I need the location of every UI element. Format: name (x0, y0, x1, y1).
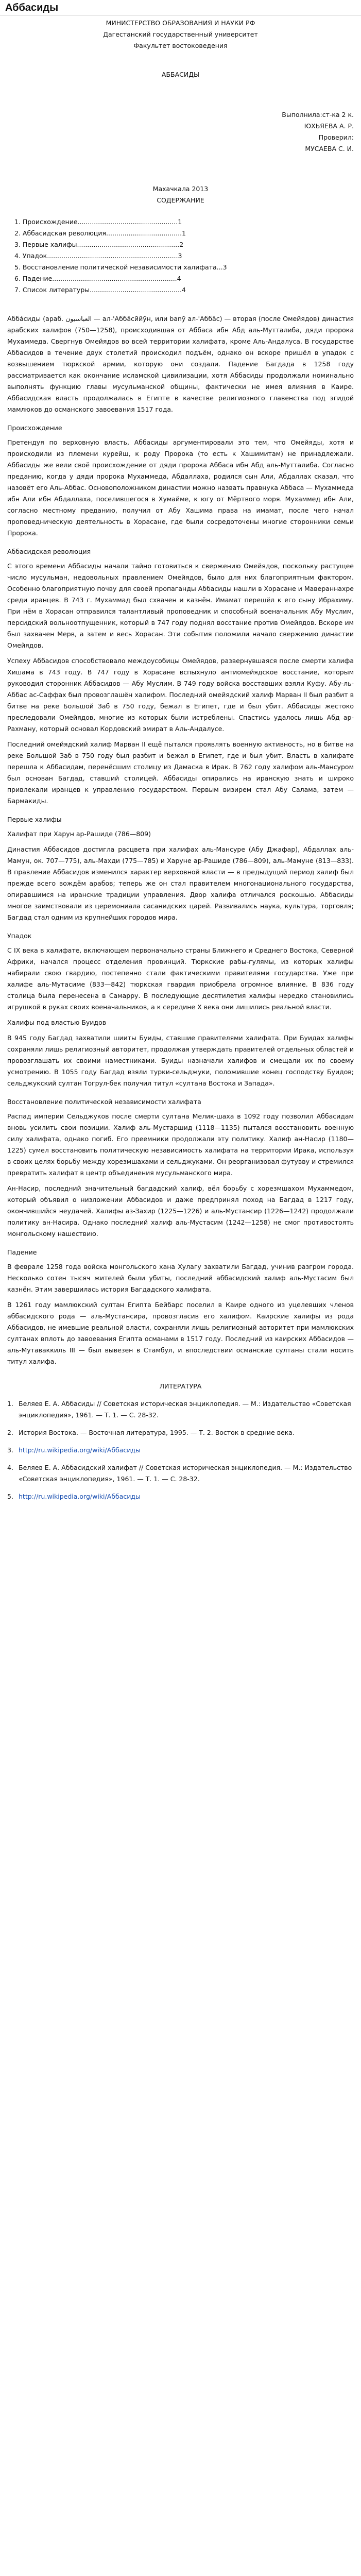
section-heading: Аббасидская революция (7, 548, 91, 555)
toc-item: 2. Аббасидская революция.....................................1 (14, 229, 186, 237)
paragraph: В 945 году Багдад захватили шииты Буиды, ставшие правителями халифата. При Буидах халифы сохраняли лишь религиозный авторитет, продолжая утверждать правителей отдельных областей и провозглашать их своими наместниками. Буиды назначали халифов и смещали их по своему усмотрению. В 1055 году Багдад взяли турки-сельджуки, положившие конец господству Буидов; сельджукский султан Тогрул-бек получил титул «султана Востока и Запада». (7, 1034, 354, 1087)
literature-title: ЛИТЕРАТУРА (159, 1382, 202, 1390)
paragraph: С IX века в халифате, включающем первоначально страны Ближнего и Среднего Востока, Северной Африки, начался процесс отделения провинций. Тюркские рабы-гулямы, из которых халифы набирали свою гвардию, постепенно стали фактическими правителями государства. Уже при халифе аль-Мутасиме (833—842) тюркская гвардия приобрела огромное влияние. В 836 году столица была перенесена в Самарру. В последующие десятилетия халифы нередко становились игрушкой в руках своих военачальников, а к середине X века они лишились реальной власти. (7, 946, 354, 1011)
literature-item (7, 1398, 354, 1421)
section-heading: Восстановление политической независимости халифата (7, 1098, 201, 1106)
section-heading: Происхождение (7, 424, 62, 432)
teacher-name: МУСАЕВА С. И. (305, 145, 354, 152)
section-heading: Первые халифы (7, 816, 62, 823)
literature-number: 2. (7, 1429, 13, 1436)
literature-section (7, 1381, 354, 1502)
paragraph: Халифат при Харун ар-Рашиде (786—809) (7, 830, 151, 838)
document-body (0, 15, 361, 1502)
done-by-label: Выполнила:ст-ка 2 к. (282, 111, 354, 118)
section (7, 1096, 354, 1240)
toc-item: 6. Падение.............................................................4 (14, 275, 181, 282)
toc-item: 5. Восстановление политической независимости халифата...3 (14, 263, 227, 271)
paragraph: Абба́сиды (араб. العباسيون‎ — ал-'Аббāсӣйӯн, или banӯ ал-'Аббāс) — вторая (после Омейядов) династия арабских халифов (750—1258), происходившая от Аббаса ибн Абд аль-Мутталиба, дяди пророка Мухаммеда. Свергнув Омейядов во всей территории халифата, кроме Аль-Андалуса. В государстве Аббасидов в течение двух столетий происходил подъём, однако он вскоре пришёл в упадок с возвышением тюркской армии, которую они создали. Падение Багдада в 1258 году рассматривается как окончание исламской цивилизации, хотя Аббасиды продолжали номинально выполнять функцию главы мусульманской общины, фактически не имея влияния в Каире. Аббасидская власть продолжалась в Египте в качестве религиозного главенства под эгидой мамлюков до османского завоевания 1517 года. (7, 315, 354, 413)
document-sections (7, 313, 354, 1367)
literature-number: 4. (7, 1464, 13, 1471)
literature-link[interactable]: http://ru.wikipedia.org/wiki/Аббасиды (19, 1493, 141, 1500)
section (7, 313, 354, 415)
university-header: Дагестанский государственный университет (103, 30, 258, 38)
literature-link[interactable]: http://ru.wikipedia.org/wiki/Аббасиды (19, 1446, 141, 1454)
topic-title: АББАСИДЫ (161, 71, 200, 78)
checked-label: Проверил: (318, 133, 354, 141)
contents-title: СОДЕРЖАНИЕ (157, 196, 204, 204)
literature-text: История Востока. — Восточная литература, 1995. — Т. 2. Восток в средние века. (19, 1429, 295, 1436)
city-year: Махачкала 2013 (152, 185, 209, 193)
section (7, 814, 354, 923)
paragraph: В 1261 году мамлюкский султан Египта Бейбарс поселил в Каире одного из уцелевших членов аббасидского рода — аль-Мустансира, провозгласив его халифом. Каирские халифы из рода Аббасидов, не имевшие реальной власти, сохраняли лишь религиозный авторитет при мамлюкских султанах вплоть до завоевания Египта османами в 1517 году. Последний из каирских Аббасидов — аль-Мутаваккиль III — был вывезен в Стамбул, и впоследствии османские султаны стали носить титул халифа. (7, 1301, 354, 1365)
table-of-contents (14, 216, 354, 296)
paragraph: Ан-Насир, последний значительный багдадский халиф, вёл борьбу с хорезмшахом Мухаммедом, который объявил о низложении Аббасидов и даже предпринял поход на Багдад в 1217 году, окончившийся неудачей. Халифы аз-Захир (1225—1226) и аль-Мустансир (1226—1242) продолжали политику ан-Насира. Однако последний халиф аль-Мустасим (1242—1258) не смог противостоять монгольскому нашествию. (7, 1184, 354, 1238)
window-title: Аббасиды (0, 0, 361, 15)
literature-item (7, 1491, 354, 1502)
paragraph: Распад империи Сельджуков после смерти султана Мелик-шаха в 1092 году позволил Аббасидам вновь усилить свои позиции. Халиф аль-Мустаршид (1118—1135) пытался восстановить военную силу халифата, однако погиб. Его преемники продолжали эту политику. Халиф ан-Насир (1180—1225) сумел восстановить политическую независимость халифата на территории Ирака, используя в своих целях борьбу между хорезмшахами и сельджуками. Он реорганизовал футувву и стремился превратить халифат в центр объединения мусульманского мира. (7, 1112, 354, 1177)
literature-list (7, 1398, 354, 1502)
literature-number: 3. (7, 1446, 13, 1454)
literature-number: 5. (7, 1493, 13, 1500)
student-name: ЮХЬЯЕВА А. Р. (304, 122, 354, 130)
faculty-header: Факультет востоковедения (133, 42, 228, 49)
paragraph: Династия Аббасидов достигла расцвета при халифах аль-Мансуре (Абу Джафар), Абдаллах аль-Мамун, ок. 707—775), аль-Махди (775—785) и Харуне ар-Рашиде (786—809), аль-Мамуне (813—833). В правление Аббасидов изменился характер верховной власти — в предыдущий период халиф был прежде всего вождём арабов; теперь же он стал правителем многонационального государства, опиравшимся на иранские традиции управления. Двор халифа отличался роскошью. Аббасиды многое заимствовали из церемониала сасанидских царей. Развивались наука, культура, торговля; Багдад стал одним из крупнейших городов мира. (7, 845, 354, 921)
ministry-header: МИНИСТЕРСТВО ОБРАЗОВАНИЯ И НАУКИ РФ (106, 19, 255, 27)
section (7, 546, 354, 807)
paragraph: Претендуя по верховную власть, Аббасиды аргументировали это тем, что Омейяды, хотя и происходили из племени курейш, к роду Пророка (то есть к Хашимитам) не принадлежали. Аббасиды же вели своё происхождение от дяди пророка Аббаса ибн Абд аль-Мутталиба. Согласно преданию, когда у дяди пророка Мухаммеда, Абдаллаха, родился сын Али, Абдаллах сказал, что назовёт его Аль-Аббас. Основоположником династии можно назвать правнука Аббаса — Мухаммеда ибн Али ибн Абдаллаха, поселившегося в Хумайме, к югу от Мёртвого моря. Мухаммед ибн Али, согласно местному преданию, получил от Абу Хашима права на имамат, после чего начал проповедническую деятельность в Хорасане, где были сосредоточены многие сторонники семьи Пророка. (7, 438, 354, 537)
paragraph: С этого времени Аббасиды начали тайно готовиться к свержению Омейядов, поскольку растущее число мусульман, недовольных правлением Омейядов, было для них благоприятным фактором. Особенно благоприятную почву для своей пропаганды Аббасиды нашли в Хорасане и Мавераннахре среди иранцев. В 743 г. Мухаммад был схвачен и казнён. Имамат перешёл к его сыну Ибрахиму. При нём в Хорасан отправился талантливый проповедник и способный военачальник Абу Муслим, персидский вольноотпущенник, который в 747 году поднял восстание против Омейядов. Вскоре им был захвачен Мерв, а затем и весь Хорасан. Эти события положили начало свержению династии Омейядов. (7, 562, 354, 649)
literature-number: 1. (7, 1400, 13, 1408)
literature-text: Беляев Е. А. Аббасидский халифат // Советская историческая энциклопедия. — М.: Издательство «Советская энциклопедия», 1961. — Т. 1. — С. 28-32. (19, 1464, 352, 1483)
toc-item: 1. Происхождение.................................................1 (14, 218, 182, 226)
paragraph: Последний омейядский халиф Марван II ещё пытался проявлять военную активность, но в битве на реке Большой Заб в 750 году был разбит и бежал в Египет, где и был убит. Власть в халифате перешла к Аббасидам, перенёсшим столицу из Дамаска в Ирак. В 762 году халифом аль-Мансуром был основан Багдад, ставший столицей. Аббасиды опирались на иранскую знать и широко привлекали иранцев к управлению государством. Первым визирем стал Абу Салама, затем — Бармакиды. (7, 740, 354, 805)
paragraph: Халифы под властью Буидов (7, 1019, 107, 1026)
section (7, 422, 354, 539)
paragraph: Успеху Аббасидов способствовало междоусобицы Омейядов, развернувшаяся после смерти халифа Хишама в 743 году. В 747 году в Хорасане вспыхнуло антиомейядское восстание, которым руководил сторонник Аббасидов — Абу Муслим. В 749 году войска восставших взяли Куфу. Абу-ль-Аббас ас-Саффах был провозглашён халифом. Последний омейядский халиф Марван II был разбит в битве на реке Большой Заб в 750 году, бежал в Египет, где и был убит. Аббасиды жестоко преследовали Омейядов, многие из которых были истреблены. Спастись удалось лишь Абд ар-Рахману, который основал Кордовский эмират в Аль-Андалусе. (7, 657, 354, 733)
paragraph: В феврале 1258 года войска монгольского хана Хулагу захватили Багдад, учинив разгром города. Несколько сотен тысяч жителей были убиты, последний аббасидский халиф аль-Мустасим был казнён. Этим завершилась история Багдадского халифата. (7, 1263, 354, 1293)
toc-item: 3. Первые халифы..................................................2 (14, 241, 184, 248)
section (7, 1247, 354, 1367)
literature-item (7, 1427, 354, 1438)
section (7, 930, 354, 1089)
section-heading: Падение (7, 1248, 37, 1256)
toc-item: 4. Упадок................................................................3 (14, 252, 182, 260)
literature-item (7, 1445, 354, 1456)
section-heading: Упадок (7, 932, 32, 940)
literature-text: Беляев Е. А. Аббасиды // Советская историческая энциклопедия. — М.: Издательство «Советская энциклопедия», 1961. — Т. 1. — С. 28-32. (19, 1400, 351, 1419)
literature-item (7, 1462, 354, 1485)
toc-item: 7. Список литературы.............................................4 (14, 286, 186, 294)
